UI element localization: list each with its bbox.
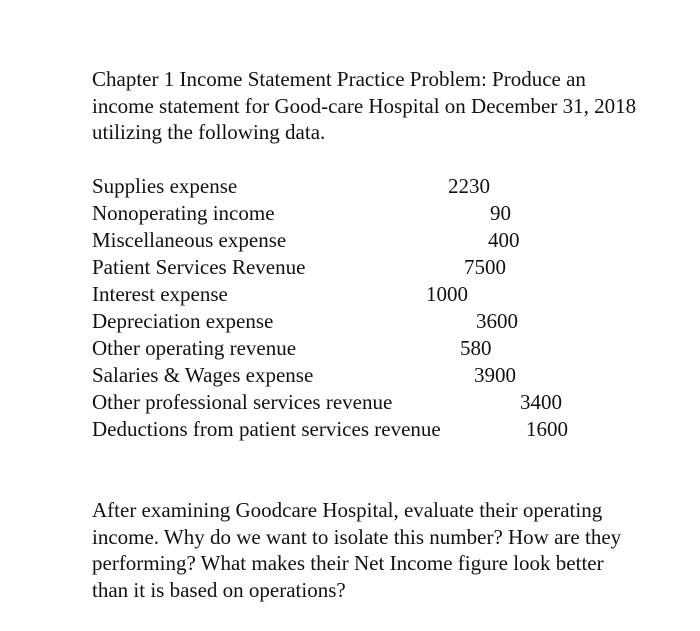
data-row-other-operating-revenue	[0, 335, 700, 362]
data-label: Miscellaneous expense	[92, 228, 287, 252]
intro-paragraph: Chapter 1 Income Statement Practice Problem: Produce an income statement for Good-care Hospital on December 31, 2018 utilizing the following data.	[92, 67, 637, 144]
data-value: 1600	[526, 417, 568, 441]
data-label: Patient Services Revenue	[92, 255, 306, 279]
data-value: 3900	[474, 363, 516, 387]
data-row-depreciation-expense	[0, 308, 700, 335]
data-row-patient-services-revenue	[0, 254, 700, 281]
data-value: 90	[490, 201, 511, 225]
data-value: 2230	[448, 174, 490, 198]
data-row-interest-expense	[0, 281, 700, 308]
data-row-deductions-from-patient-services-revenue	[0, 416, 700, 443]
data-row-other-professional-services-revenue	[0, 389, 700, 416]
data-label: Supplies expense	[92, 174, 238, 198]
data-value: 1000	[426, 282, 468, 306]
data-row-salaries-wages-expense	[0, 362, 700, 389]
data-label: Other professional services revenue	[92, 390, 393, 414]
closing-question-paragraph: After examining Goodcare Hospital, evaluate their operating income. Why do we want to isolate this number? How are they performing? What makes their Net Income figure look better than it is based on operations?	[92, 498, 622, 602]
data-row-miscellaneous-expense	[0, 227, 700, 254]
data-label: Other operating revenue	[92, 336, 297, 360]
data-label: Salaries & Wages expense	[92, 363, 314, 387]
data-label: Depreciation expense	[92, 309, 274, 333]
data-value: 580	[460, 336, 492, 360]
data-label: Nonoperating income	[92, 201, 275, 225]
data-value: 3400	[520, 390, 562, 414]
data-value: 7500	[464, 255, 506, 279]
data-label: Deductions from patient services revenue	[92, 417, 441, 441]
data-value: 3600	[476, 309, 518, 333]
data-label: Interest expense	[92, 282, 228, 306]
data-value: 400	[488, 228, 520, 252]
data-row-nonoperating-income	[0, 200, 700, 227]
data-row-supplies-expense	[0, 173, 700, 200]
